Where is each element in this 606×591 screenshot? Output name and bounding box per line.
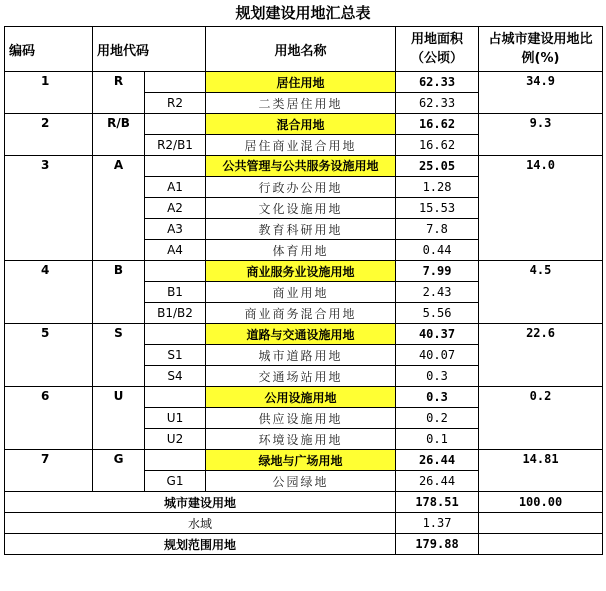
empty-subcode-cell xyxy=(145,156,206,177)
category-row xyxy=(5,450,603,471)
subcategory-code: U2 xyxy=(145,429,206,450)
urban-total-ratio: 100.00 xyxy=(479,492,603,513)
subcategory-name: 商业商务混合用地 xyxy=(206,303,396,324)
category-number: 3 xyxy=(5,156,93,261)
category-area: 40.37 xyxy=(396,324,479,345)
category-code: G xyxy=(93,450,145,492)
header-land-name: 用地名称 xyxy=(206,27,396,72)
empty-subcode-cell xyxy=(145,114,206,135)
subcategory-area: 16.62 xyxy=(396,135,479,156)
category-area: 0.3 xyxy=(396,387,479,408)
subcategory-code: S4 xyxy=(145,366,206,387)
subcategory-name: 体育用地 xyxy=(206,240,396,261)
empty-subcode-cell xyxy=(145,261,206,282)
category-area: 7.99 xyxy=(396,261,479,282)
category-ratio: 14.81 xyxy=(479,450,603,492)
category-number: 4 xyxy=(5,261,93,324)
subcategory-area: 0.2 xyxy=(396,408,479,429)
category-number: 2 xyxy=(5,114,93,156)
category-ratio: 0.2 xyxy=(479,387,603,450)
header-ratio: 占城市建设用地比例(%) xyxy=(479,27,603,72)
subcategory-area: 26.44 xyxy=(396,471,479,492)
header-code: 编码 xyxy=(5,27,93,72)
subcategory-code: B1 xyxy=(145,282,206,303)
subcategory-code: S1 xyxy=(145,345,206,366)
header-area: 用地面积（公顷） xyxy=(396,27,479,72)
subcategory-area: 0.44 xyxy=(396,240,479,261)
subcategory-code: A2 xyxy=(145,198,206,219)
category-code: U xyxy=(93,387,145,450)
water-area: 1.37 xyxy=(396,513,479,534)
category-number: 1 xyxy=(5,72,93,114)
subcategory-code: U1 xyxy=(145,408,206,429)
subcategory-name: 教育科研用地 xyxy=(206,219,396,240)
category-number: 5 xyxy=(5,324,93,387)
subcategory-area: 15.53 xyxy=(396,198,479,219)
category-ratio: 4.5 xyxy=(479,261,603,324)
header-land-code: 用地代码 xyxy=(93,27,206,72)
subcategory-name: 交通场站用地 xyxy=(206,366,396,387)
subcategory-code: G1 xyxy=(145,471,206,492)
subcategory-code: R2/B1 xyxy=(145,135,206,156)
subcategory-name: 居住商业混合用地 xyxy=(206,135,396,156)
category-row xyxy=(5,114,603,135)
subcategory-code: B1/B2 xyxy=(145,303,206,324)
category-name: 混合用地 xyxy=(206,114,396,135)
category-row xyxy=(5,261,603,282)
category-name: 居住用地 xyxy=(206,72,396,93)
plan-ratio-empty xyxy=(479,534,603,555)
water-label: 水域 xyxy=(5,513,396,534)
subcategory-area: 0.1 xyxy=(396,429,479,450)
subcategory-area: 0.3 xyxy=(396,366,479,387)
category-code: B xyxy=(93,261,145,324)
subcategory-name: 文化设施用地 xyxy=(206,198,396,219)
category-row xyxy=(5,387,603,408)
category-name: 公共管理与公共服务设施用地 xyxy=(206,156,396,177)
subcategory-code: R2 xyxy=(145,93,206,114)
subcategory-area: 2.43 xyxy=(396,282,479,303)
category-code: R/B xyxy=(93,114,145,156)
subcategory-area: 1.28 xyxy=(396,177,479,198)
category-area: 62.33 xyxy=(396,72,479,93)
subcategory-area: 62.33 xyxy=(396,93,479,114)
category-area: 26.44 xyxy=(396,450,479,471)
category-area: 16.62 xyxy=(396,114,479,135)
category-ratio: 14.0 xyxy=(479,156,603,261)
category-code: S xyxy=(93,324,145,387)
category-number: 6 xyxy=(5,387,93,450)
category-name: 商业服务业设施用地 xyxy=(206,261,396,282)
subcategory-name: 环境设施用地 xyxy=(206,429,396,450)
category-row xyxy=(5,324,603,345)
category-row xyxy=(5,72,603,93)
subcategory-name: 公园绿地 xyxy=(206,471,396,492)
table-title: 规划建设用地汇总表 xyxy=(235,4,371,22)
plan-total-label: 规划范围用地 xyxy=(5,534,396,555)
water-ratio-empty xyxy=(479,513,603,534)
subcategory-name: 二类居住用地 xyxy=(206,93,396,114)
subcategory-code: A3 xyxy=(145,219,206,240)
category-ratio: 22.6 xyxy=(479,324,603,387)
category-ratio: 34.9 xyxy=(479,72,603,114)
urban-total-label: 城市建设用地 xyxy=(5,492,396,513)
category-name: 道路与交通设施用地 xyxy=(206,324,396,345)
subcategory-name: 商业用地 xyxy=(206,282,396,303)
category-area: 25.05 xyxy=(396,156,479,177)
urban-total-area: 178.51 xyxy=(396,492,479,513)
empty-subcode-cell xyxy=(145,387,206,408)
subcategory-name: 行政办公用地 xyxy=(206,177,396,198)
urban-total-row xyxy=(5,492,603,513)
water-row xyxy=(5,513,603,534)
subcategory-code: A1 xyxy=(145,177,206,198)
empty-subcode-cell xyxy=(145,450,206,471)
header-row xyxy=(5,27,603,72)
category-row xyxy=(5,156,603,177)
subcategory-code: A4 xyxy=(145,240,206,261)
category-name: 绿地与广场用地 xyxy=(206,450,396,471)
category-number: 7 xyxy=(5,450,93,492)
category-name: 公用设施用地 xyxy=(206,387,396,408)
plan-total-area: 179.88 xyxy=(396,534,479,555)
plan-total-row xyxy=(5,534,603,555)
empty-subcode-cell xyxy=(145,72,206,93)
subcategory-name: 供应设施用地 xyxy=(206,408,396,429)
subcategory-area: 5.56 xyxy=(396,303,479,324)
subcategory-name: 城市道路用地 xyxy=(206,345,396,366)
land-use-summary-table xyxy=(4,26,603,555)
category-code: A xyxy=(93,156,145,261)
subcategory-area: 7.8 xyxy=(396,219,479,240)
category-code: R xyxy=(93,72,145,114)
category-ratio: 9.3 xyxy=(479,114,603,156)
subcategory-area: 40.07 xyxy=(396,345,479,366)
empty-subcode-cell xyxy=(145,324,206,345)
